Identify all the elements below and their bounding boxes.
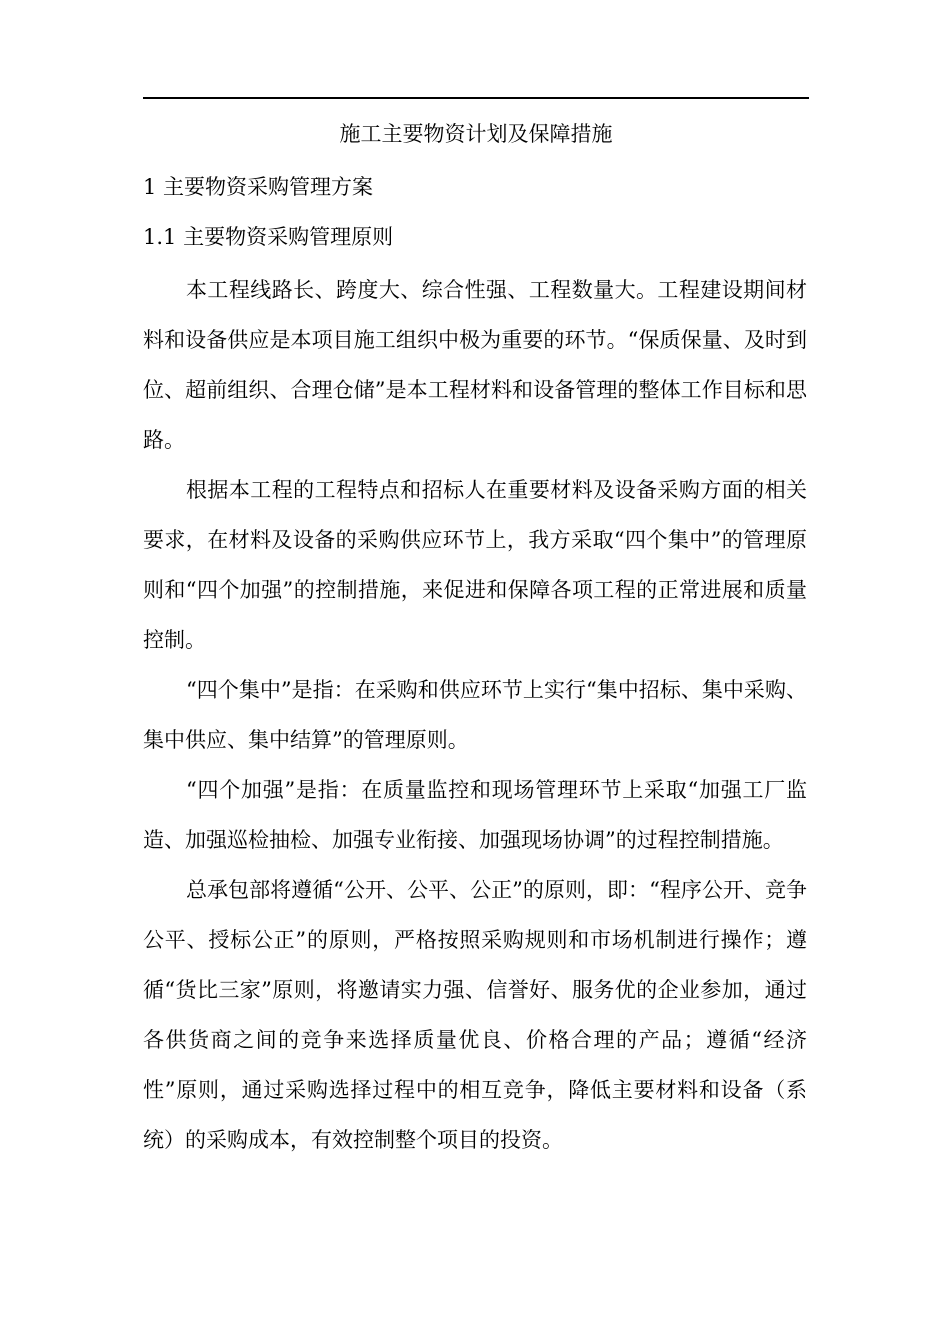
paragraph-2: 根据本工程的工程特点和招标人在重要材料及设备采购方面的相关要求，在材料及设备的采购供应环节上，我方采取“四个集中”的管理原则和“四个加强”的控制措施，来促进和保障各项工程的正常进展和质量控制。	[143, 478, 807, 652]
paragraph-4: “四个加强”是指：在质量监控和现场管理环节上采取“加强工厂监造、加强巡检抽检、加强专业衔接、加强现场协调”的过程控制措施。	[143, 778, 807, 852]
body-text	[143, 265, 807, 1165]
section-heading-1: 1 主要物资采购管理方案	[143, 175, 374, 199]
paragraph-3: “四个集中”是指：在采购和供应环节上实行“集中招标、集中采购、集中供应、集中结算”的管理原则。	[143, 678, 807, 752]
paragraph-1: 本工程线路长、跨度大、综合性强、工程数量大。工程建设期间材料和设备供应是本项目施工组织中极为重要的环节。“保质保量、及时到位、超前组织、合理仓储”是本工程材料和设备管理的整体工作目标和思路。	[143, 278, 807, 452]
header-rule	[143, 97, 809, 99]
document-title: 施工主要物资计划及保障措施	[339, 122, 613, 146]
paragraph-5: 总承包部将遵循“公开、公平、公正”的原则，即：“程序公开、竞争公平、授标公正”的原则，严格按照采购规则和市场机制进行操作；遵循“货比三家”原则，将邀请实力强、信誉好、服务优的企业参加，通过各供货商之间的竞争来选择质量优良、价格合理的产品；遵循“经济性”原则，通过采购选择过程中的相互竞争，降低主要材料和设备（系统）的采购成本，有效控制整个项目的投资。	[143, 878, 807, 1152]
section-heading-1-1: 1.1 主要物资采购管理原则	[143, 225, 394, 249]
